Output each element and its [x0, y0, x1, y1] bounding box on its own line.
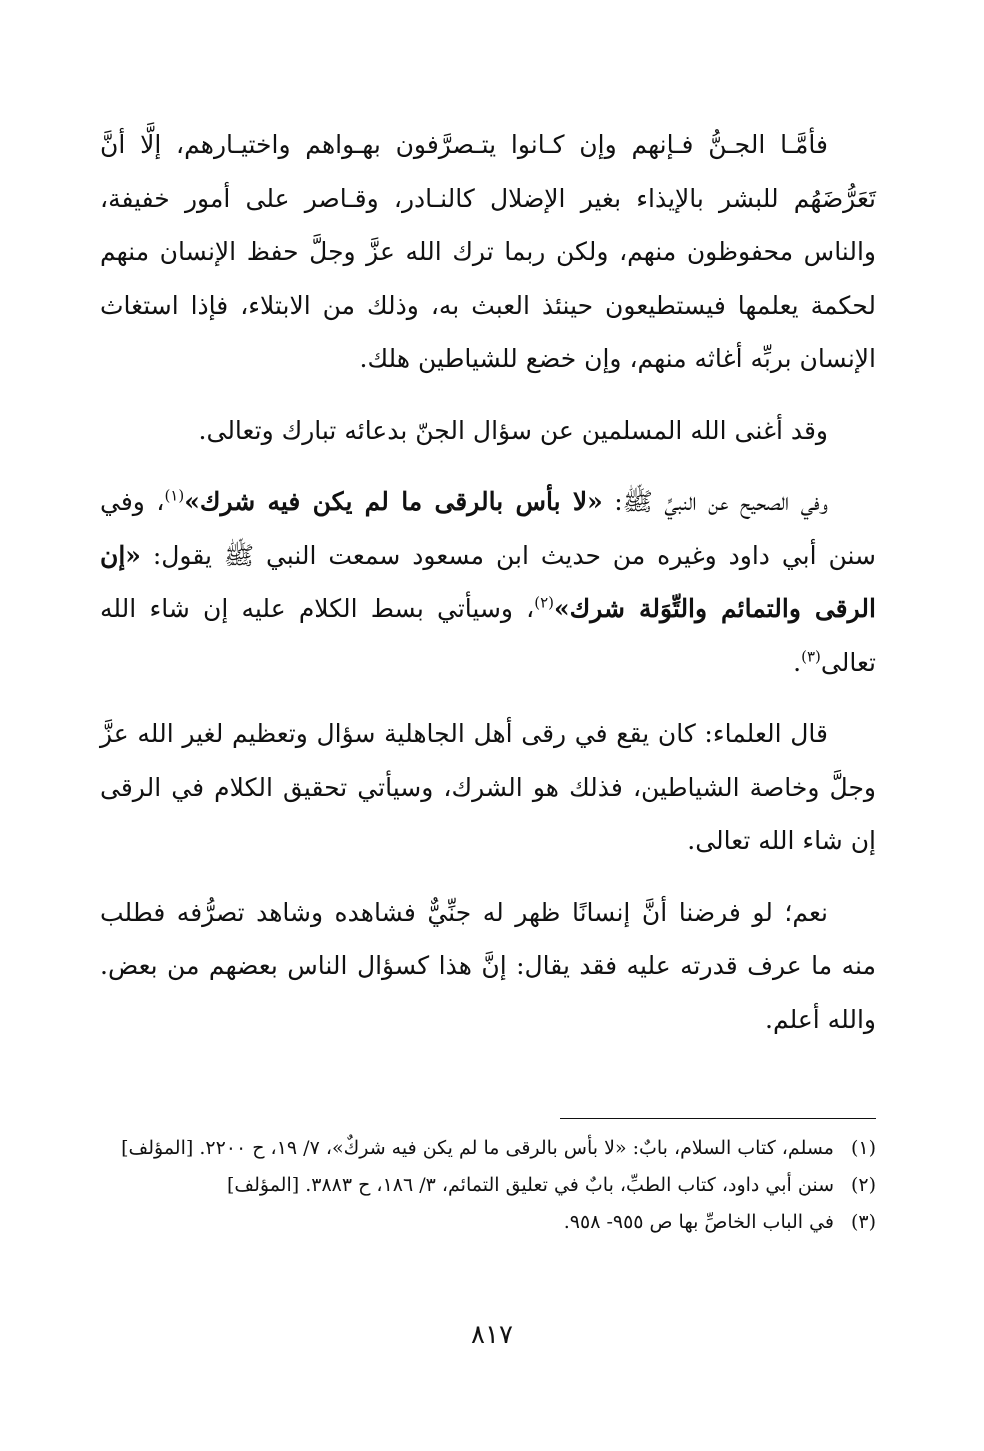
- hadith-quote-1: «لا بأس بالرقى ما لم يكن فيه شرك»: [184, 487, 603, 516]
- paragraph-3-text-a: وفي الصحيح عن النبيِّ ﷺ:: [602, 487, 828, 516]
- page-number: ٨١٧: [471, 1320, 513, 1350]
- paragraph-3-text-b: ، وفي سنن أبي داود وغيره من حديث ابن مسعود سمعت النبي ﷺ يقول:: [100, 487, 876, 570]
- paragraph-3-text-d: .: [793, 647, 802, 677]
- footnote-text: مسلم، كتاب السلام، بابٌ: «لا بأس بالرقى ما لم يكن فيه شركٌ»، ٧/ ١٩، ح ٢٢٠٠. [المؤلف]: [121, 1137, 834, 1159]
- footnote-text: سنن أبي داود، كتاب الطبِّ، بابٌ في تعليق التمائم، ٣/ ١٨٦، ح ٣٨٨٣. [المؤلف]: [227, 1174, 834, 1196]
- footnote-ref-3: (٣): [801, 647, 821, 666]
- paragraph-4: قال العلماء: كان يقع في رقى أهل الجاهلية سؤال وتعظيم لغير الله عزَّ وجلَّ وخاصة الشياطين، فذلك هو الشرك، وسيأتي تحقيق الكلام في الرقى إن شاء الله تعالى.: [100, 719, 876, 855]
- footnote-1: [100, 1130, 876, 1167]
- paragraph-5: نعم؛ لو فرضنا أنَّ إنسانًا ظهر له جنِّيٌّ فشاهده وشاهد تصرُّفه فطلب منه ما عرف قدرته عليه فقد يقال: إنَّ هذا كسؤال الناس بعضهم من بعض. والله أعلم.: [100, 897, 876, 1034]
- footnote-number: (٣): [850, 1211, 876, 1233]
- hadith-quote-2: «إن الرقى والتمائم والتِّوَلة شرك»: [100, 540, 876, 623]
- footnote-separator: [560, 1118, 876, 1119]
- footnote-ref-2: (٢): [534, 593, 555, 612]
- paragraph-3: [100, 475, 876, 689]
- footnote-2: [100, 1167, 876, 1204]
- footnote-text: في الباب الخاصِّ بها ص ٩٥٥- ٩٥٨.: [563, 1211, 834, 1233]
- paragraph-1: فأمَّـا الجـنُّ فـإنهم وإن كـانوا يتـصرَّفون بهـواهم واختيـارهم، إلَّا أنَّ تَعَرُّضَهُم للبشر بالإيذاء بغير الإضلال كالنـادر، وقـاصر على أمور خفيفة، والناس محفوظون منهم، ولكن ربما ترك الله عزَّ وجلَّ حفظ الإنسان منهم لحكمة يعلمها فيستطيعون حينئذ العبث به، وذلك من الابتلاء، فإذا استغاث الإنسان بربِّه أغاثه منهم، وإن خضع للشياطين هلك.: [100, 130, 876, 373]
- footnote-number: (١): [850, 1137, 876, 1159]
- footnotes: [100, 1130, 876, 1241]
- paragraph-3-text-c: ، وسيأتي بسط الكلام عليه إن شاء الله تعالى: [100, 594, 876, 677]
- paragraph-2: وقد أغنى الله المسلمين عن سؤال الجنّ بدعائه تبارك وتعالى.: [198, 415, 828, 445]
- footnote-ref-1: (١): [164, 486, 185, 505]
- main-text: [100, 118, 876, 1064]
- footnote-number: (٢): [850, 1174, 876, 1196]
- footnote-3: [100, 1204, 876, 1241]
